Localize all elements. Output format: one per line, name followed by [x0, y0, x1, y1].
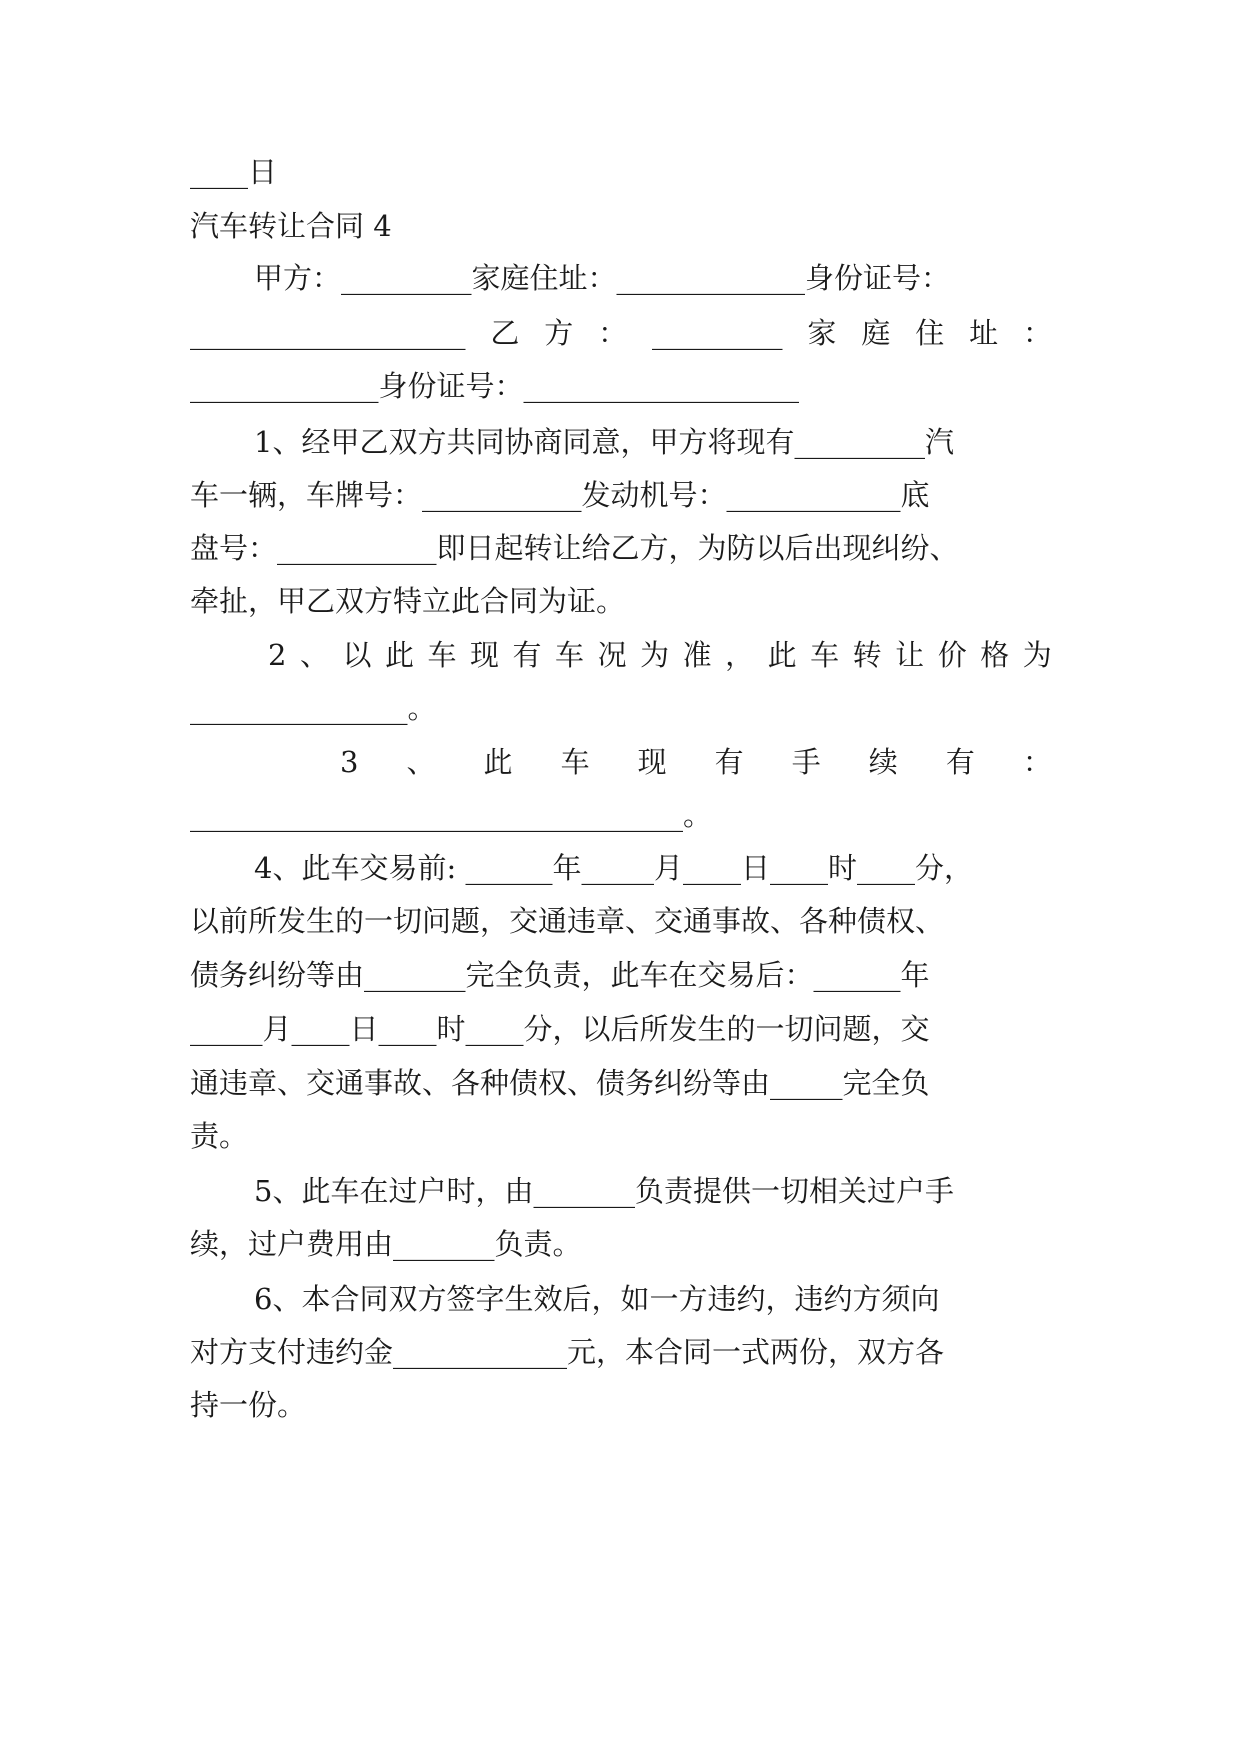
clause-char: 此: [767, 638, 797, 672]
document-title: 汽车转让合同 4: [190, 209, 392, 243]
clause-char: 有: [945, 745, 975, 779]
name-blank: _________: [652, 316, 783, 350]
clause-char: 格: [980, 638, 1010, 672]
clause-char: 车: [560, 745, 590, 779]
clause-char: 车: [555, 638, 585, 672]
clause-char: 让: [895, 638, 925, 672]
clause-char: 为: [1022, 638, 1052, 672]
address-char: 址: [969, 316, 999, 350]
clause-5-line: 5、此车在过户时，由_______负责提供一切相关过户手: [254, 1174, 954, 1208]
party-a-line: 甲方：_________家庭住址：_____________身份证号：: [254, 261, 951, 295]
clause-1-line: 盘号：___________即日起转让给乙方，为防以后出现纠纷、: [190, 531, 959, 565]
date-fragment: ____日: [190, 155, 278, 189]
clause-6-line: 持一份。: [190, 1388, 307, 1422]
clause-char: 价: [937, 638, 967, 672]
clause-5-line: 续，过户费用由_______负责。: [190, 1227, 582, 1261]
clause-char: 2: [268, 638, 287, 672]
clause-char: 车: [810, 638, 840, 672]
party-b-line: [190, 313, 1052, 353]
clause-char: 、: [299, 638, 329, 672]
party-b-char: 乙: [490, 316, 520, 350]
clause-4-line: 以前所发生的一切问题，交通违章、交通事故、各种债权、: [190, 904, 945, 938]
clause-char: 续: [868, 745, 898, 779]
colon: ：: [598, 316, 628, 350]
clause-char: 此: [384, 638, 414, 672]
clause-4-line: 通违章、交通事故、各种债权、债务纠纷等由_____完全负: [190, 1066, 930, 1100]
clause-3-line: __________________________________。: [190, 798, 713, 832]
clause-4-line: 责。: [190, 1119, 249, 1153]
clause-char: 现: [637, 745, 667, 779]
clause-char: 3: [340, 745, 359, 779]
clause-char: 现: [470, 638, 500, 672]
clause-char: 以: [342, 638, 372, 672]
id-blank: ___________________: [190, 316, 466, 350]
clause-char: 有: [512, 638, 542, 672]
clause-2-line: _______________。: [190, 691, 437, 725]
colon: ：: [1022, 316, 1052, 350]
clause-char: 为: [640, 638, 670, 672]
clause-char: ：: [1022, 745, 1052, 779]
clause-char: 此: [483, 745, 513, 779]
clause-char: 况: [597, 638, 627, 672]
clause-3-line: [340, 742, 1052, 782]
clause-1-line: 1、经甲乙双方共同协商同意，甲方将现有_________汽: [254, 425, 954, 459]
party-b-id-line: _____________身份证号：___________________: [190, 369, 800, 403]
address-char: 住: [915, 316, 945, 350]
clause-6-line: 对方支付违约金____________元，本合同一式两份，双方各: [190, 1335, 945, 1369]
clause-1-line: 车一辆，车牌号：___________发动机号：____________底: [190, 478, 930, 512]
address-char: 家: [807, 316, 837, 350]
clause-4-line: _____月____日____时____分，以后所发生的一切问题，交: [190, 1012, 930, 1046]
clause-char: ，: [725, 638, 755, 672]
clause-char: 车: [427, 638, 457, 672]
clause-1-line: 牵扯，甲乙双方特立此合同为证。: [190, 584, 626, 618]
party-b-char: 方: [544, 316, 574, 350]
clause-char: 、: [406, 745, 436, 779]
address-char: 庭: [861, 316, 891, 350]
clause-2-line: [268, 635, 1052, 675]
clause-6-line: 6、本合同双方签字生效后，如一方违约，违约方须向: [254, 1282, 940, 1316]
clause-4-line: 债务纠纷等由_______完全负责，此车在交易后：______年: [190, 958, 930, 992]
clause-char: 准: [682, 638, 712, 672]
clause-4-line: 4、此车交易前: ______年_____月____日____时____分，: [254, 851, 973, 885]
clause-char: 手: [791, 745, 821, 779]
clause-char: 转: [852, 638, 882, 672]
clause-char: 有: [714, 745, 744, 779]
